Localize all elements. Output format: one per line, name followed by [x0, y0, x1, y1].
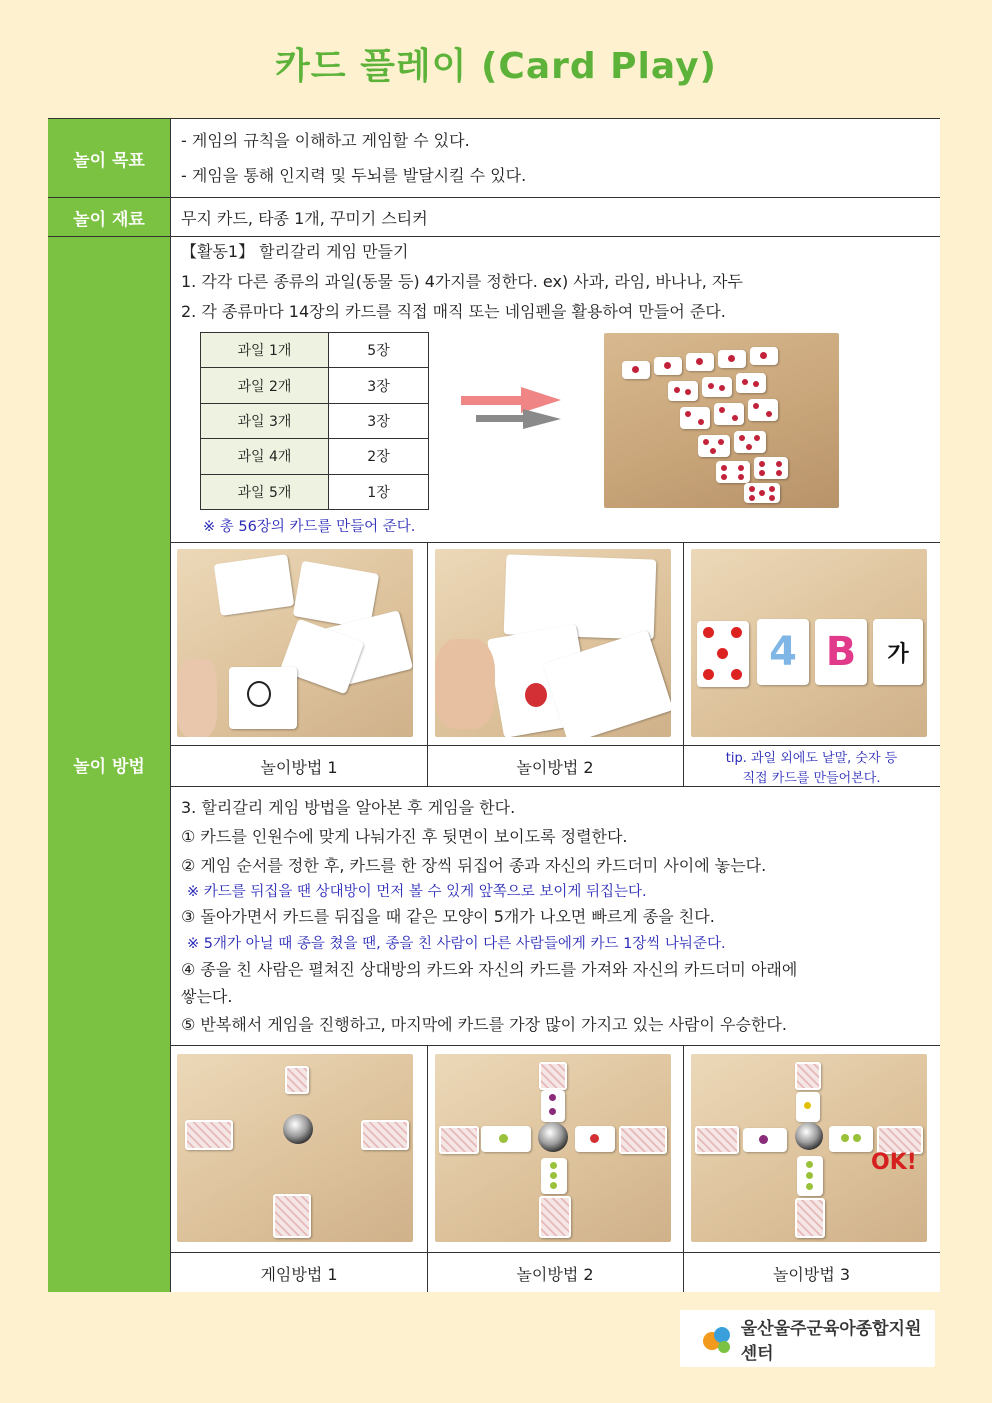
drawing-cards-photo-1: [177, 549, 413, 737]
bell-icon: [538, 1122, 568, 1152]
goal-item: - 게임의 규칙을 이해하고 게임할 수 있다.: [181, 131, 470, 150]
goal-label: 놀이 목표: [48, 119, 171, 198]
table-row: [201, 368, 429, 403]
activity1-step2: 2. 각 종류마다 14장의 카드를 직접 매직 또는 네임펜을 활용하여 만들어 준다.: [181, 302, 726, 321]
goal-cell: [171, 119, 940, 198]
photo-row-2: [171, 1046, 940, 1292]
material-cell: [171, 198, 940, 237]
material-text: 무지 카드, 타종 1개, 꾸미기 스티커: [181, 209, 428, 228]
step3-item: ③ 돌아가면서 카드를 뒤집을 때 같은 모양이 5개가 나오면 빠르게 종을 친다.: [181, 907, 715, 926]
card-count: 3장: [329, 368, 429, 403]
step3-heading: 3. 할리갈리 게임 방법을 알아본 후 게임을 한다.: [181, 798, 516, 817]
photo-caption: 놀이방법 3: [772, 1265, 851, 1284]
photo-caption: 게임방법 1: [260, 1265, 338, 1284]
step3-item: 쌓는다.: [181, 987, 233, 1006]
fruit-count: 과일 3개: [201, 403, 329, 438]
step3-item: ⑤ 반복해서 게임을 진행하고, 마지막에 카드를 가장 많이 가지고 있는 사람이 우승한다.: [181, 1015, 787, 1034]
bell-icon: [795, 1122, 823, 1150]
tip-line: 직접 카드를 만들어본다.: [742, 771, 881, 786]
photo-caption: 놀이방법 2: [516, 758, 594, 777]
bell-icon: [283, 1114, 313, 1144]
tip-line: tip. 과일 외에도 낱말, 숫자 등: [725, 751, 898, 766]
card-count-table: [200, 332, 429, 510]
photo-row-1: [171, 543, 940, 787]
sample-card-number: 4: [757, 619, 809, 685]
card-pyramid-photo: [604, 333, 839, 508]
method-label: 놀이 방법: [48, 237, 171, 1292]
step3-item: ② 게임 순서를 정한 후, 카드를 한 장씩 뒤집어 종과 자신의 카드더미 사이에 놓는다.: [181, 856, 767, 875]
fruit-count: 과일 1개: [201, 333, 329, 368]
drawing-cards-photo-2: [435, 549, 671, 737]
page-title: 카드 플레이 (Card Play): [275, 46, 717, 87]
activity1-cell: [171, 237, 940, 543]
card-count: 1장: [329, 474, 429, 509]
activity1-step1: 1. 각각 다른 종류의 과일(동물 등) 4가지를 정한다. ex) 사과, 라임, 바나나, 자두: [181, 272, 743, 291]
fruit-count: 과일 2개: [201, 368, 329, 403]
sample-cards-photo: [691, 549, 927, 737]
logo-mark-icon: [700, 1321, 733, 1357]
sample-card-word: 가: [873, 619, 923, 685]
sample-card-letter: B: [815, 619, 867, 685]
step3-item: ④ 종을 친 사람은 펼쳐진 상대방의 카드와 자신의 카드를 가져와 자신의 카드더미 아래에: [181, 960, 798, 979]
ok-mark: OK!: [871, 1150, 917, 1175]
step3-note: ※ 카드를 뒤집을 땐 상대방이 먼저 볼 수 있게 앞쪽으로 보이게 뒤집는다.: [187, 884, 647, 900]
activity1-heading: 【활동1】 할리갈리 게임 만들기: [181, 242, 409, 261]
game-play-photo-2: [691, 1054, 927, 1242]
total-cards-note: ※ 총 56장의 카드를 만들어 준다.: [203, 519, 416, 535]
photo-caption: 놀이방법 2: [516, 1265, 594, 1284]
game-setup-photo: [177, 1054, 413, 1242]
game-play-photo-1: [435, 1054, 671, 1242]
card-count: 3장: [329, 403, 429, 438]
table-row: [201, 439, 429, 474]
step3-note: ※ 5개가 아닐 때 종을 쳤을 땐, 종을 친 사람이 다른 사람들에게 카드 1장씩 나눠준다.: [187, 936, 726, 952]
card-count: 2장: [329, 439, 429, 474]
step3-cell: [171, 787, 940, 1046]
fruit-count: 과일 4개: [201, 439, 329, 474]
table-row: [201, 333, 429, 368]
center-logo: [680, 1310, 935, 1367]
table-row: [201, 403, 429, 438]
goal-item: - 게임을 통해 인지력 및 두뇌를 발달시킬 수 있다.: [181, 166, 527, 185]
logo-text: 울산울주군육아종합지원센터: [740, 1318, 922, 1364]
material-label: 놀이 재료: [48, 198, 171, 237]
activity-sheet: [48, 118, 940, 1291]
photo-caption: 놀이방법 1: [260, 758, 338, 777]
card-count: 5장: [329, 333, 429, 368]
arrow-right-icon: [461, 385, 571, 435]
fruit-count: 과일 5개: [201, 474, 329, 509]
step3-item: ① 카드를 인원수에 맞게 나눠가진 후 뒷면이 보이도록 정렬한다.: [181, 827, 628, 846]
table-row: [201, 474, 429, 509]
